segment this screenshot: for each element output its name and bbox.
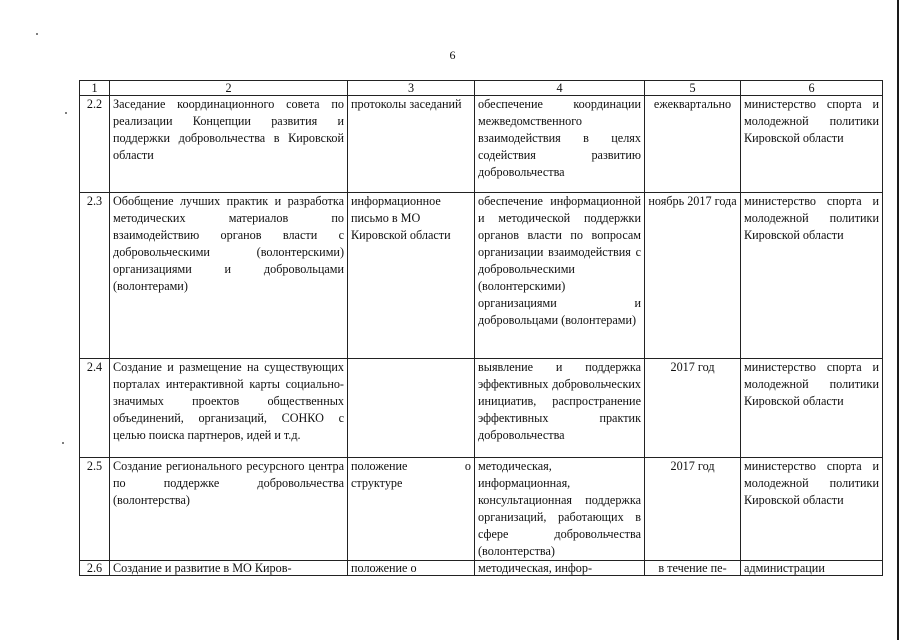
header-col-3: 3 bbox=[348, 81, 475, 96]
responsible-cell: администрации bbox=[741, 561, 883, 576]
action-cell: Обобщение лучших практик и разработка методических материалов по взаимодействию органов власти с добровольческими (волонтерскими) организациями и добровольцами (волонтерами) bbox=[110, 193, 348, 359]
responsible-cell: министерство спорта и молодежной политики Кировской области bbox=[741, 458, 883, 561]
scan-speck bbox=[36, 33, 38, 35]
row-number: 2.3 bbox=[80, 193, 110, 359]
term-cell: ноябрь 2017 года bbox=[645, 193, 741, 359]
table-row bbox=[80, 96, 883, 193]
responsible-cell: министерство спорта и молодежной политики Кировской области bbox=[741, 359, 883, 458]
result-cell: методическая, инфор- bbox=[475, 561, 645, 576]
result-cell: обеспечение координации межведомственного взаимодействия в целях содействия развитию добровольчества bbox=[475, 96, 645, 193]
row-number: 2.2 bbox=[80, 96, 110, 193]
scan-speck bbox=[62, 442, 64, 444]
term-cell: 2017 год bbox=[645, 359, 741, 458]
action-cell: Создание регионального ресурсного центра по поддержке добровольчества (волонтерства) bbox=[110, 458, 348, 561]
row-number: 2.6 bbox=[80, 561, 110, 576]
table-row bbox=[80, 561, 883, 576]
table-row bbox=[80, 359, 883, 458]
responsible-cell: министерство спорта и молодежной политики Кировской области bbox=[741, 96, 883, 193]
form-cell: информационное письмо в МО Кировской области bbox=[348, 193, 475, 359]
result-cell: выявление и поддержка эффективных добровольческих инициатив, распространение эффективных практик добровольчества bbox=[475, 359, 645, 458]
form-cell: положение о структуре bbox=[348, 458, 475, 561]
action-cell: Создание и развитие в МО Киров- bbox=[110, 561, 348, 576]
term-cell: в течение пе- bbox=[645, 561, 741, 576]
row-number: 2.4 bbox=[80, 359, 110, 458]
term-cell: 2017 год bbox=[645, 458, 741, 561]
plan-table bbox=[79, 80, 883, 576]
action-cell: Создание и размещение на существующих порталах интерактивной карты социально-значимых проектов общественных объединений, организаций, СОНКО с целью поиска партнеров, идей и т.д. bbox=[110, 359, 348, 458]
form-cell: положение о bbox=[348, 561, 475, 576]
header-col-1: 1 bbox=[80, 81, 110, 96]
term-cell: ежеквартально bbox=[645, 96, 741, 193]
result-cell: обеспечение информационной и методической поддержки органов власти по вопросам организации взаимодействия с добровольческими (волонтерскими) организациями и добровольцами (волонтерами) bbox=[475, 193, 645, 359]
form-cell: протоколы заседаний bbox=[348, 96, 475, 193]
form-cell bbox=[348, 359, 475, 458]
header-col-5: 5 bbox=[645, 81, 741, 96]
responsible-cell: министерство спорта и молодежной политики Кировской области bbox=[741, 193, 883, 359]
table-header-row bbox=[80, 81, 883, 96]
page-number: 6 bbox=[449, 48, 456, 62]
header-col-2: 2 bbox=[110, 81, 348, 96]
scan-edge-rule bbox=[897, 0, 899, 640]
table-row bbox=[80, 193, 883, 359]
table-row bbox=[80, 458, 883, 561]
action-cell: Заседание координационного совета по реализации Концепции развития и поддержки добровольчества в Кировской области bbox=[110, 96, 348, 193]
row-number: 2.5 bbox=[80, 458, 110, 561]
result-cell: методическая, информационная, консультационная поддержка организаций, работающих в сфере добровольчества (волонтерства) bbox=[475, 458, 645, 561]
scan-speck bbox=[65, 112, 67, 114]
header-col-6: 6 bbox=[741, 81, 883, 96]
header-col-4: 4 bbox=[475, 81, 645, 96]
